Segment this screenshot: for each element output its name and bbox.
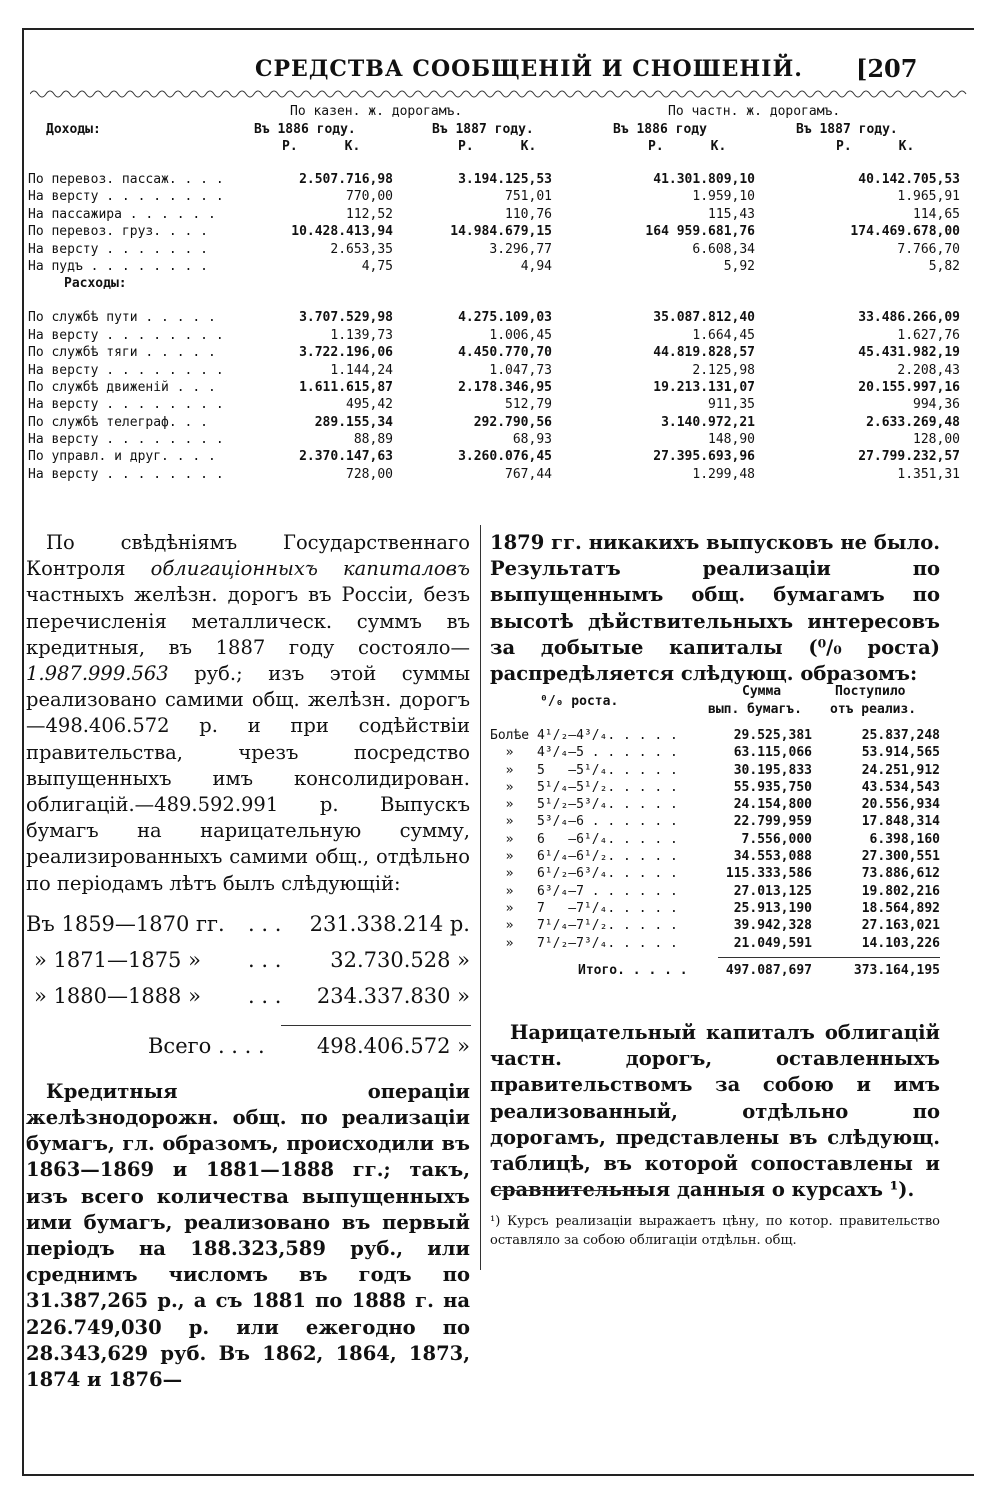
cell: 55.935,750 [733, 779, 812, 795]
table-row [28, 189, 968, 206]
cell: 5,82 [928, 258, 960, 274]
cell: 10.428.413,94 [291, 224, 393, 240]
cell: 110,76 [505, 206, 552, 222]
expense-rows [28, 310, 968, 484]
cell: 512,79 [505, 397, 552, 413]
row-label: На версту . . . . . . . . [28, 327, 224, 343]
table-row [490, 849, 940, 866]
cell: 3.707.529,98 [299, 310, 393, 326]
right-column [490, 530, 940, 687]
unit-header-4: Р. К. [836, 139, 915, 154]
row-label: На версту . . . . . . . . [28, 189, 224, 205]
unit-header-1: Р. К. [282, 139, 361, 154]
row-label: По управл. и друг. . . . [28, 449, 216, 465]
row-label: » 6³/₄—7 . . . . . . [490, 883, 678, 899]
row-label: » 5¹/₄—5¹/₂. . . . . [490, 779, 678, 795]
row-label: » 4³/₄—5 . . . . . . [490, 745, 678, 761]
col-header-1887-b: Въ 1887 году. [796, 122, 898, 137]
cell: 27.799.232,57 [858, 449, 960, 465]
cell: 1.006,45 [489, 327, 552, 343]
railway-stats-table [28, 104, 968, 484]
period-row [26, 911, 470, 947]
cell: 6.608,34 [692, 241, 755, 257]
header-recv-2: отъ реализ. [830, 702, 917, 717]
cell: 1.664,45 [692, 327, 755, 343]
cell: 1.351,31 [897, 466, 960, 482]
cell: 6.398,160 [869, 831, 940, 847]
cell: 2.208,43 [897, 362, 960, 378]
col-header-1886: Въ 1886 году. [254, 122, 356, 137]
cell: 21.049,591 [733, 935, 812, 951]
cell: 114,65 [913, 206, 960, 222]
cell: 1.299,48 [692, 466, 755, 482]
row-label: По службѣ пути . . . . . [28, 310, 216, 326]
cell: 27.300,551 [861, 849, 940, 865]
unit-header-2: Р. К. [458, 139, 537, 154]
cell: 1.611.615,87 [299, 379, 393, 395]
table-row [490, 884, 940, 901]
row-label: На версту . . . . . . . . [28, 362, 224, 378]
wavy-rule [30, 88, 968, 100]
table-row [28, 432, 968, 449]
cell: 7.556,000 [741, 831, 812, 847]
table-row [490, 832, 940, 849]
row-label: На версту . . . . . . . [28, 241, 209, 257]
text-run: частныхъ желѣзн. дорогъ въ Россіи, безъ перечисленія металлическ. суммъ въ кредитныя, въ 1887 году состояло— [26, 583, 470, 659]
header-rate: ⁰/₀ роста. [540, 694, 619, 709]
cell: 994,36 [913, 397, 960, 413]
row-label: » 5³/₄—6 . . . . . . [490, 814, 678, 830]
period-row [26, 983, 470, 1019]
cell: 29.525,381 [733, 728, 812, 743]
table-row [28, 224, 968, 241]
table-row [28, 345, 968, 362]
cell: 292.790,56 [473, 414, 552, 430]
cell: 30.195,833 [733, 762, 812, 778]
cell: 24.251,912 [861, 762, 940, 778]
table-row [490, 901, 940, 918]
cell: 24.154,800 [733, 797, 812, 813]
period-dots: . . . [248, 911, 282, 936]
cell: 289.155,34 [314, 414, 393, 430]
cell: 115.333,586 [725, 866, 812, 882]
cell: 88,89 [353, 432, 393, 448]
cell: 728,00 [346, 466, 393, 482]
paragraph-credit-operations: Кредитныя операціи желѣзнодорожн. общ. по реализаціи бумагъ, гл. образомъ, происходили въ 1863—1869 и 1881—1888 гг.; такъ, изъ всего количества выпущенныхъ ими бумагъ, реализовано въ первый періодъ на 188.323,589 руб., или среднимъ числомъ въ годъ по 31.387,265 р., а съ 1881 по 1888 г. на 226.749,030 р. или ежегодно по 28.343,629 руб. Въ 1862, 1864, 1873, 1874 и 1876— [26, 1079, 470, 1392]
page-frame-top [22, 28, 974, 30]
cell: 1.047,73 [489, 362, 552, 378]
cell: 22.799,959 [733, 814, 812, 830]
page-frame-left [22, 28, 24, 1476]
cell: 1.965,91 [897, 189, 960, 205]
right-column-lower [490, 1020, 940, 1203]
cell: 19.213.131,07 [653, 379, 755, 395]
row-label: На пудъ . . . . . . . . [28, 258, 209, 274]
table-row [490, 763, 940, 780]
cell: 3.194.125,53 [458, 172, 552, 187]
period-label: » 1880—1888 » [34, 983, 201, 1008]
row-label: По перевоз. груз. . . . [28, 224, 209, 240]
cell: 17.848,314 [861, 814, 940, 830]
table-header [490, 684, 940, 728]
total-cell: 497.087,697 [725, 962, 812, 978]
total-sum: 498.406.572 » [316, 1033, 470, 1058]
table-row [28, 467, 968, 484]
cell: 4,94 [520, 258, 552, 274]
table-row [28, 328, 968, 345]
cell: 112,52 [346, 206, 393, 222]
period-label: » 1871—1875 » [34, 947, 201, 972]
cell: 35.087.812,40 [653, 310, 755, 326]
table-row [490, 936, 940, 953]
text-run: По свѣдѣніямъ Государственнаго Контроля [26, 531, 470, 581]
header-sum-1: Сумма [742, 684, 782, 699]
interest-rate-table [490, 684, 940, 980]
total-cell: 373.164,195 [853, 962, 940, 978]
header-sum-2: вып. бумагъ. [708, 702, 802, 717]
paragraph-bond-capital [26, 530, 470, 897]
row-label: На версту . . . . . . . . [28, 432, 224, 448]
row-label: Болѣе 4¹/₂—4³/₄. . . . . [490, 728, 678, 743]
row-label: » 5 —5¹/₄. . . . . [490, 762, 678, 778]
italic-number: 1.987.999.563 [26, 662, 169, 686]
table-row [28, 207, 968, 224]
unit-header-3: Р. К. [648, 139, 727, 154]
cell: 18.564,892 [861, 900, 940, 916]
column-divider [480, 525, 481, 1270]
group-header-chastn: По частн. ж. дорогамъ. [668, 104, 841, 119]
row-label: » 6¹/₄—6¹/₂. . . . . [490, 849, 678, 865]
total-label: Всего . . . . [148, 1033, 265, 1058]
cell: 2.633.269,48 [866, 414, 960, 430]
italic-term: облигаціонныхъ капиталовъ [150, 557, 470, 581]
cell: 4.275.109,03 [458, 310, 552, 326]
cell: 14.103,226 [861, 935, 940, 951]
page-frame-bottom [22, 1474, 974, 1476]
row-label: По службѣ тяги . . . . . [28, 345, 216, 361]
cell: 53.914,565 [861, 745, 940, 761]
footnote-rule [493, 1190, 638, 1191]
income-rows [28, 172, 968, 276]
cell: 63.115,066 [733, 745, 812, 761]
period-label: Въ 1859—1870 гг. [26, 911, 225, 936]
table-row [28, 242, 968, 259]
cell: 1.139,73 [330, 327, 393, 343]
cell: 5,92 [723, 258, 755, 274]
cell: 40.142.705,53 [858, 172, 960, 187]
header-recv-1: Поступило [835, 684, 906, 699]
cell: 148,90 [708, 432, 755, 448]
cell: 68,93 [512, 432, 552, 448]
col-header-1887: Въ 1887 году. [432, 122, 534, 137]
cell: 20.155.997,16 [858, 379, 960, 395]
cell: 751,01 [505, 189, 552, 205]
row-label: На версту . . . . . . . . [28, 397, 224, 413]
cell: 495,42 [346, 397, 393, 413]
cell: 767,44 [505, 466, 552, 482]
page-title: СРЕДСТВА СООБЩЕНІЙ И СНОШЕНІЙ. [255, 56, 803, 82]
cell: 73.886,612 [861, 866, 940, 882]
cell: 164 959.681,76 [645, 224, 755, 240]
expense-label: Расходы: [64, 276, 127, 292]
total-row [26, 1033, 470, 1069]
row-label: По службѣ телеграф. . . [28, 414, 209, 430]
row-label: » 7¹/₂—7³/₄. . . . . [490, 935, 678, 951]
group-header-kazen: По казен. ж. дорогамъ. [290, 104, 463, 119]
table-header [28, 104, 968, 158]
period-sum: 234.337.830 » [316, 983, 470, 1008]
paragraph-nominal-capital: Нарицательный капиталъ облигацій частн. дорогъ, оставленныхъ правительствомъ за собою и имъ реализованный, отдѣльно по дорогамъ, представлены въ слѣдующ. таблицѣ, въ которой сопоставлены и сравнительныя данныя о курсахъ ¹). [490, 1021, 940, 1202]
cell: 27.163,021 [861, 918, 940, 934]
row-label: » 5¹/₂—5³/₄. . . . . [490, 797, 678, 813]
table-row [28, 172, 968, 189]
cell: 39.942,328 [733, 918, 812, 934]
total-rule [718, 957, 940, 958]
total-label: Итого. . . . . [578, 962, 688, 978]
cell: 770,00 [346, 189, 393, 205]
table-row [28, 380, 968, 397]
row-label: » 7¹/₄—7¹/₂. . . . . [490, 918, 678, 934]
table-row [28, 259, 968, 276]
row-label: » 6¹/₂—6³/₄. . . . . [490, 866, 678, 882]
cell: 27.395.693,96 [653, 449, 755, 465]
row-label: На пассажира . . . . . . [28, 206, 216, 222]
cell: 2.507.716,98 [299, 172, 393, 187]
cell: 20.556,934 [861, 797, 940, 813]
cell: 19.802,216 [861, 883, 940, 899]
left-column [26, 530, 470, 1393]
cell: 25.913,190 [733, 900, 812, 916]
col-header-1886-b: Въ 1886 году [613, 122, 707, 137]
cell: 44.819.828,57 [653, 345, 755, 361]
cell: 128,00 [913, 432, 960, 448]
period-row [26, 947, 470, 983]
cell: 174.469.678,00 [850, 224, 960, 240]
cell: 3.140.972,21 [661, 414, 755, 430]
cell: 2.178.346,95 [458, 379, 552, 395]
sum-rule [281, 1025, 471, 1026]
period-sum: 231.338.214 р. [309, 911, 470, 936]
total-row [490, 963, 940, 980]
table-row [28, 363, 968, 380]
cell: 7.766,70 [897, 241, 960, 257]
footnote: ¹) Курсъ реализаціи выражаетъ цѣну, по котор. правительство оставляло за собою облигаціи отдѣльн. общ. [490, 1214, 940, 1248]
cell: 45.431.982,19 [858, 345, 960, 361]
cell: 1.959,10 [692, 189, 755, 205]
table-row [490, 745, 940, 762]
cell: 33.486.266,09 [858, 310, 960, 326]
cell: 27.013,125 [733, 883, 812, 899]
cell: 14.984.679,15 [450, 224, 552, 240]
cell: 2.125,98 [692, 362, 755, 378]
period-sum: 32.730.528 » [330, 947, 470, 972]
table-row [28, 415, 968, 432]
row-label: По службѣ движеній . . . [28, 379, 216, 395]
income-label: Доходы: [46, 122, 101, 137]
paragraph-result: 1879 гг. никакихъ выпусковъ не было. Результатъ реализаціи по выпущеннымъ общ. бумагамъ по высотѣ дѣйствительныхъ интересовъ за добытые капиталы (⁰/₀ роста) распредѣляется слѣдующ. образомъ: [490, 531, 940, 686]
cell: 4.450.770,70 [458, 345, 552, 361]
running-head [0, 52, 1000, 92]
table-row [28, 397, 968, 414]
table-row [28, 310, 968, 327]
cell: 41.301.809,10 [653, 172, 755, 187]
cell: 1.627,76 [897, 327, 960, 343]
cell: 1.144,24 [330, 362, 393, 378]
table-row [490, 814, 940, 831]
row-label: » 7 —7¹/₄. . . . . [490, 900, 678, 916]
page-number: [207 [856, 54, 918, 83]
row-label: На версту . . . . . . . . [28, 466, 224, 482]
cell: 3.260.076,45 [458, 449, 552, 465]
cell: 115,43 [708, 206, 755, 222]
cell: 25.837,248 [861, 728, 940, 743]
cell: 3.296,77 [489, 241, 552, 257]
cell: 2.370.147,63 [299, 449, 393, 465]
table-row [490, 780, 940, 797]
cell: 2.653,35 [330, 241, 393, 257]
row-label: По перевоз. пассаж. . . . [28, 172, 224, 187]
table-row [490, 918, 940, 935]
table-row [490, 866, 940, 883]
cell: 3.722.196,06 [299, 345, 393, 361]
cell: 911,35 [708, 397, 755, 413]
period-dots: . . . [248, 947, 282, 972]
table-row [490, 797, 940, 814]
table-row [28, 449, 968, 466]
period-dots: . . . [248, 983, 282, 1008]
text-run: руб.; изъ этой суммы реализовано самими общ. желѣзн. дорогъ—498.406.572 р. и при содѣйствіи правительства, чрезъ посредство выпущенныхъ имъ консолидирован. облигацій.—489.592.991 р. Выпускъ бумагъ на нарицательную сумму, реализированныхъ самими общ., отдѣльно по періодамъ лѣтъ былъ слѣдующій: [26, 662, 470, 895]
row-label: » 6 —6¹/₄. . . . . [490, 831, 678, 847]
cell: 34.553,088 [733, 849, 812, 865]
table-row [490, 728, 940, 745]
cell: 4,75 [361, 258, 393, 274]
expense-header [28, 276, 968, 310]
cell: 43.534,543 [861, 779, 940, 795]
